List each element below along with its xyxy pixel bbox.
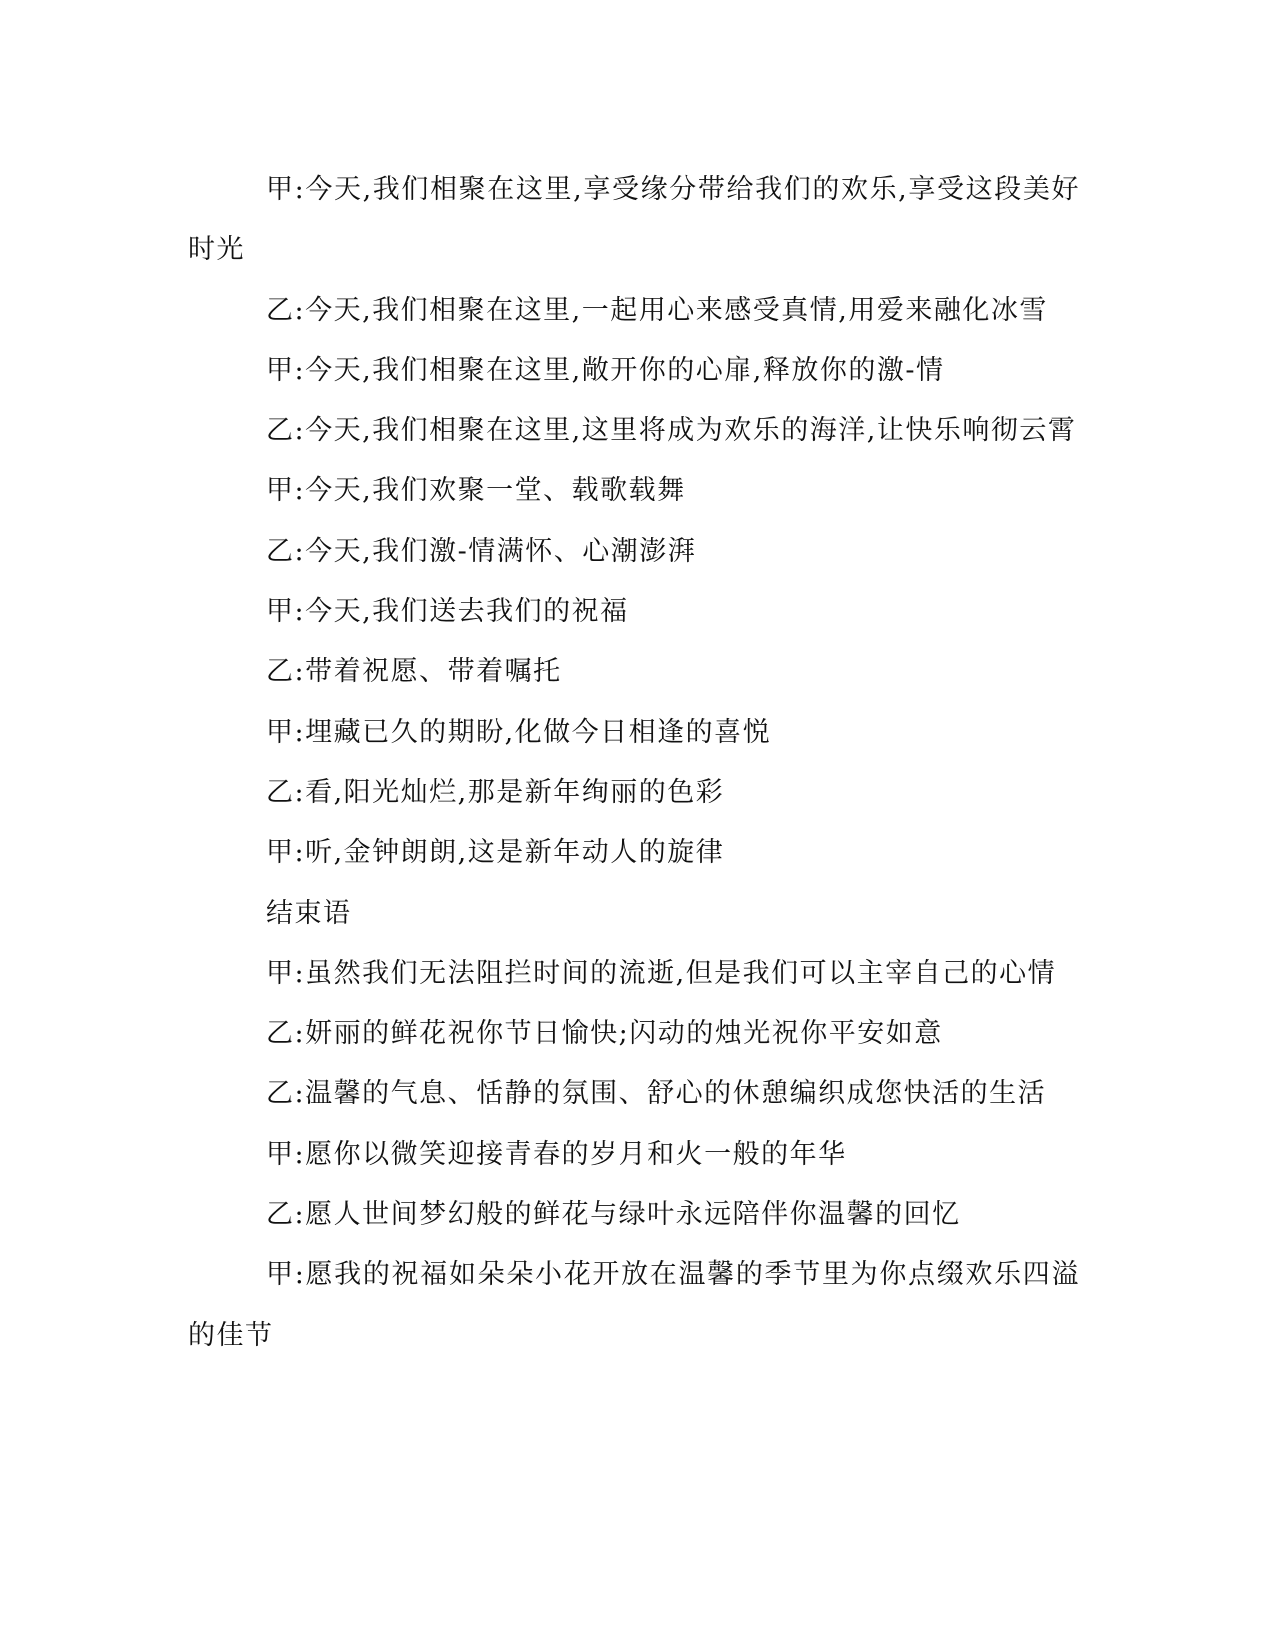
- paragraph-3: 甲:今天,我们相聚在这里,敞开你的心扉,释放你的激-情: [266, 354, 945, 386]
- paragraph-1: 甲:今天,我们相聚在这里,享受缘分带给我们的欢乐,享受这段美好时光: [188, 174, 1080, 266]
- paragraph-2: 乙:今天,我们相聚在这里,一起用心来感受真情,用爱来融化冰雪: [266, 294, 1048, 326]
- document-body: [188, 160, 1080, 1366]
- paragraph-11: 甲:听,金钟朗朗,这是新年动人的旋律: [266, 837, 725, 869]
- paragraph-13: 甲:虽然我们无法阻拦时间的流逝,但是我们可以主宰自己的心情: [266, 957, 1057, 989]
- paragraph-9: 甲:埋藏已久的期盼,化做今日相逢的喜悦: [266, 716, 772, 748]
- paragraph-15: 乙:温馨的气息、恬静的氛围、舒心的休憩编织成您快活的生活: [266, 1078, 1047, 1110]
- paragraph-18: 甲:愿我的祝福如朵朵小花开放在温馨的季节里为你点缀欢乐四溢的佳节: [188, 1259, 1080, 1351]
- paragraph-8: 乙:带着祝愿、带着嘱托: [266, 656, 562, 688]
- paragraph-7: 甲:今天,我们送去我们的祝福: [266, 596, 629, 628]
- paragraph-4: 乙:今天,我们相聚在这里,这里将成为欢乐的海洋,让快乐响彻云霄: [266, 415, 1077, 447]
- section-heading-closing: 结束语: [266, 897, 352, 929]
- paragraph-10: 乙:看,阳光灿烂,那是新年绚丽的色彩: [266, 776, 725, 808]
- paragraph-16: 甲:愿你以微笑迎接青春的岁月和火一般的年华: [266, 1138, 847, 1170]
- paragraph-5: 甲:今天,我们欢聚一堂、载歌载舞: [266, 475, 686, 507]
- paragraph-6: 乙:今天,我们激-情满怀、心潮澎湃: [266, 535, 697, 567]
- paragraph-17: 乙:愿人世间梦幻般的鲜花与绿叶永远陪伴你温馨的回忆: [266, 1199, 961, 1231]
- paragraph-14: 乙:妍丽的鲜花祝你节日愉快;闪动的烛光祝你平安如意: [266, 1018, 943, 1050]
